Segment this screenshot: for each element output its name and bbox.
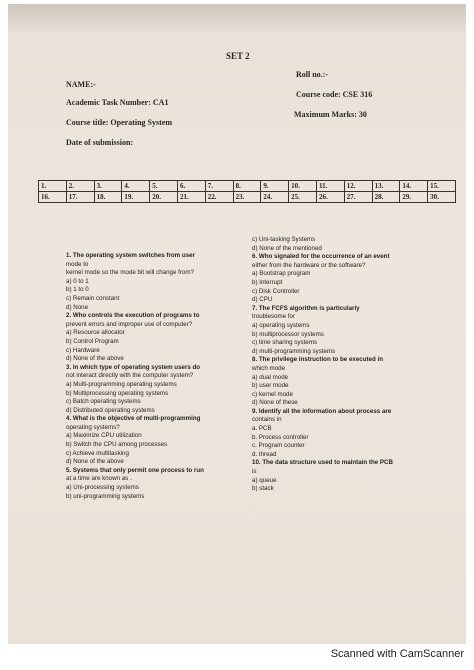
option-text: b) Switch the CPU among processes bbox=[66, 441, 168, 449]
course-code-label: Course code: CSE 316 bbox=[296, 90, 373, 99]
question-text: 4. What is the objective of multi-programming bbox=[66, 415, 201, 423]
answer-cell: 18. bbox=[94, 192, 122, 203]
answer-cell: 20. bbox=[150, 192, 178, 203]
option-text: a) dual mode bbox=[252, 373, 289, 381]
question-text: 5. Systems that only permit one process to run bbox=[66, 466, 204, 474]
question-text: 9. Identify all the information about process are bbox=[252, 407, 392, 415]
option-text: c) Achieve multitasking bbox=[66, 449, 129, 457]
answer-cell: 19. bbox=[122, 192, 150, 203]
option-text: a) Uni-processing systems bbox=[66, 484, 139, 492]
option-text: d) None of the above bbox=[66, 355, 124, 363]
option-text: b) multiprocessor systems bbox=[252, 330, 324, 338]
answer-cell: 25. bbox=[289, 192, 317, 203]
option-text: d) Distributed operating systems bbox=[66, 406, 155, 414]
option-text: d) None of these bbox=[252, 399, 298, 407]
option-text: prevent errors and improper use of computer? bbox=[66, 320, 193, 328]
date-of-submission-label: Date of submission: bbox=[66, 138, 134, 147]
question-text: 2. Who controls the execution of programs to bbox=[66, 312, 200, 320]
option-text: troublesome for bbox=[252, 313, 295, 321]
answer-cell: 8. bbox=[233, 181, 261, 192]
option-text: a) Bootstrap program bbox=[252, 270, 311, 278]
scanned-paper bbox=[8, 4, 466, 644]
answer-cell: 3. bbox=[94, 181, 122, 192]
name-label: NAME:- bbox=[66, 80, 96, 89]
option-text: d) None of the mentioned bbox=[252, 244, 322, 252]
option-text: d) None of the above bbox=[66, 458, 124, 466]
answer-cell: 4. bbox=[122, 181, 150, 192]
option-text: d) None bbox=[66, 303, 89, 311]
answer-cell: 28. bbox=[372, 192, 400, 203]
answer-cell: 10. bbox=[289, 181, 317, 192]
question-text: 7. The FCFS algorithm is particularly bbox=[252, 304, 360, 312]
option-text: c) time sharing systems bbox=[252, 339, 317, 347]
academic-task-label: Academic Task Number: CA1 bbox=[66, 98, 169, 107]
answer-cell: 14. bbox=[400, 181, 428, 192]
option-text: c) Hardware bbox=[66, 346, 100, 354]
option-text: operating systems? bbox=[66, 423, 120, 431]
question-text: 6. Who signaled for the occurrence of an event bbox=[252, 253, 390, 261]
option-text: kernel mode so the mode bit will change from? bbox=[66, 269, 194, 277]
answer-cell: 6. bbox=[177, 181, 205, 192]
option-text: a) Resource allocator bbox=[66, 329, 125, 337]
course-title-label: Course title: Operating System bbox=[66, 118, 172, 127]
option-text: b) Multiprocessing operating systems bbox=[66, 389, 169, 397]
option-text: c) Disk Controller bbox=[252, 287, 300, 295]
answer-cell: 29. bbox=[400, 192, 428, 203]
option-text: a) 0 to 1 bbox=[66, 277, 89, 285]
answer-cell: 22. bbox=[205, 192, 233, 203]
answer-cell: 12. bbox=[344, 181, 372, 192]
option-text: at a time are known as . bbox=[66, 475, 132, 483]
option-text: c) Remain constant bbox=[66, 294, 120, 302]
set-label: SET 2 bbox=[226, 51, 250, 61]
option-text: which mode bbox=[252, 364, 286, 372]
option-text: a) Maximize CPU utilization bbox=[66, 432, 142, 440]
option-text: not interact directly with the computer system? bbox=[66, 372, 194, 380]
answer-cell: 21. bbox=[177, 192, 205, 203]
option-text: c. Program counter bbox=[252, 442, 305, 450]
answer-cell: 11. bbox=[316, 181, 344, 192]
option-text: b) user mode bbox=[252, 382, 289, 390]
option-text: a) Multi-programming operating systems bbox=[66, 380, 177, 388]
option-text: is bbox=[252, 468, 257, 476]
option-text: b) 1 to 0 bbox=[66, 286, 89, 294]
answer-cell: 27. bbox=[344, 192, 372, 203]
option-text: a. PCB bbox=[252, 425, 272, 433]
left-question-column bbox=[66, 252, 204, 501]
answer-cell: 26. bbox=[316, 192, 344, 203]
question-text: 1. The operating system switches from user bbox=[66, 252, 195, 259]
answer-cell: 30. bbox=[428, 192, 456, 203]
option-text: b. Process controller bbox=[252, 433, 309, 441]
question-text: 3. In which type of operating system users do bbox=[66, 363, 201, 371]
answer-cell: 13. bbox=[372, 181, 400, 192]
answer-cell: 9. bbox=[261, 181, 289, 192]
page-shadow bbox=[8, 4, 466, 34]
option-text: b) stack bbox=[252, 485, 274, 493]
option-text: c) kernel mode bbox=[252, 390, 293, 398]
max-marks-label: Maximum Marks: 30 bbox=[294, 110, 367, 119]
question-text: 8. The privilege instruction to be executed in bbox=[252, 356, 383, 364]
answer-cell: 17. bbox=[66, 192, 94, 203]
answer-cell: 1. bbox=[39, 181, 67, 192]
answer-cell: 5. bbox=[150, 181, 178, 192]
answer-cell: 15. bbox=[428, 181, 456, 192]
answer-cell: 7. bbox=[205, 181, 233, 192]
option-text: c) Batch operating systems bbox=[66, 398, 141, 406]
option-text: c) Uni-tasking Systems bbox=[252, 236, 316, 243]
roll-no-label: Roll no.:- bbox=[296, 70, 328, 79]
option-text: b) Control Program bbox=[66, 337, 119, 345]
option-text: a) queue bbox=[252, 476, 277, 484]
option-text: b) uni-programming systems bbox=[66, 492, 145, 500]
option-text: a) operating systems bbox=[252, 321, 310, 329]
option-text: mode to bbox=[66, 260, 89, 268]
answer-grid bbox=[38, 180, 456, 203]
question-text: 10. The data structure used to maintain the PCB bbox=[252, 459, 393, 467]
option-text: d. thread bbox=[252, 450, 277, 458]
option-text: d) multi-programming systems bbox=[252, 347, 336, 355]
option-text: contains in bbox=[252, 416, 282, 424]
answer-cell: 24. bbox=[261, 192, 289, 203]
right-question-column bbox=[252, 236, 393, 494]
answer-cell: 23. bbox=[233, 192, 261, 203]
option-text: either from the hardware or the software? bbox=[252, 261, 366, 269]
option-text: d) CPU bbox=[252, 296, 273, 304]
scanner-watermark: Scanned with CamScanner bbox=[330, 648, 464, 660]
option-text: b) Interrupt bbox=[252, 278, 283, 286]
answer-cell: 2. bbox=[66, 181, 94, 192]
answer-cell: 16. bbox=[39, 192, 67, 203]
